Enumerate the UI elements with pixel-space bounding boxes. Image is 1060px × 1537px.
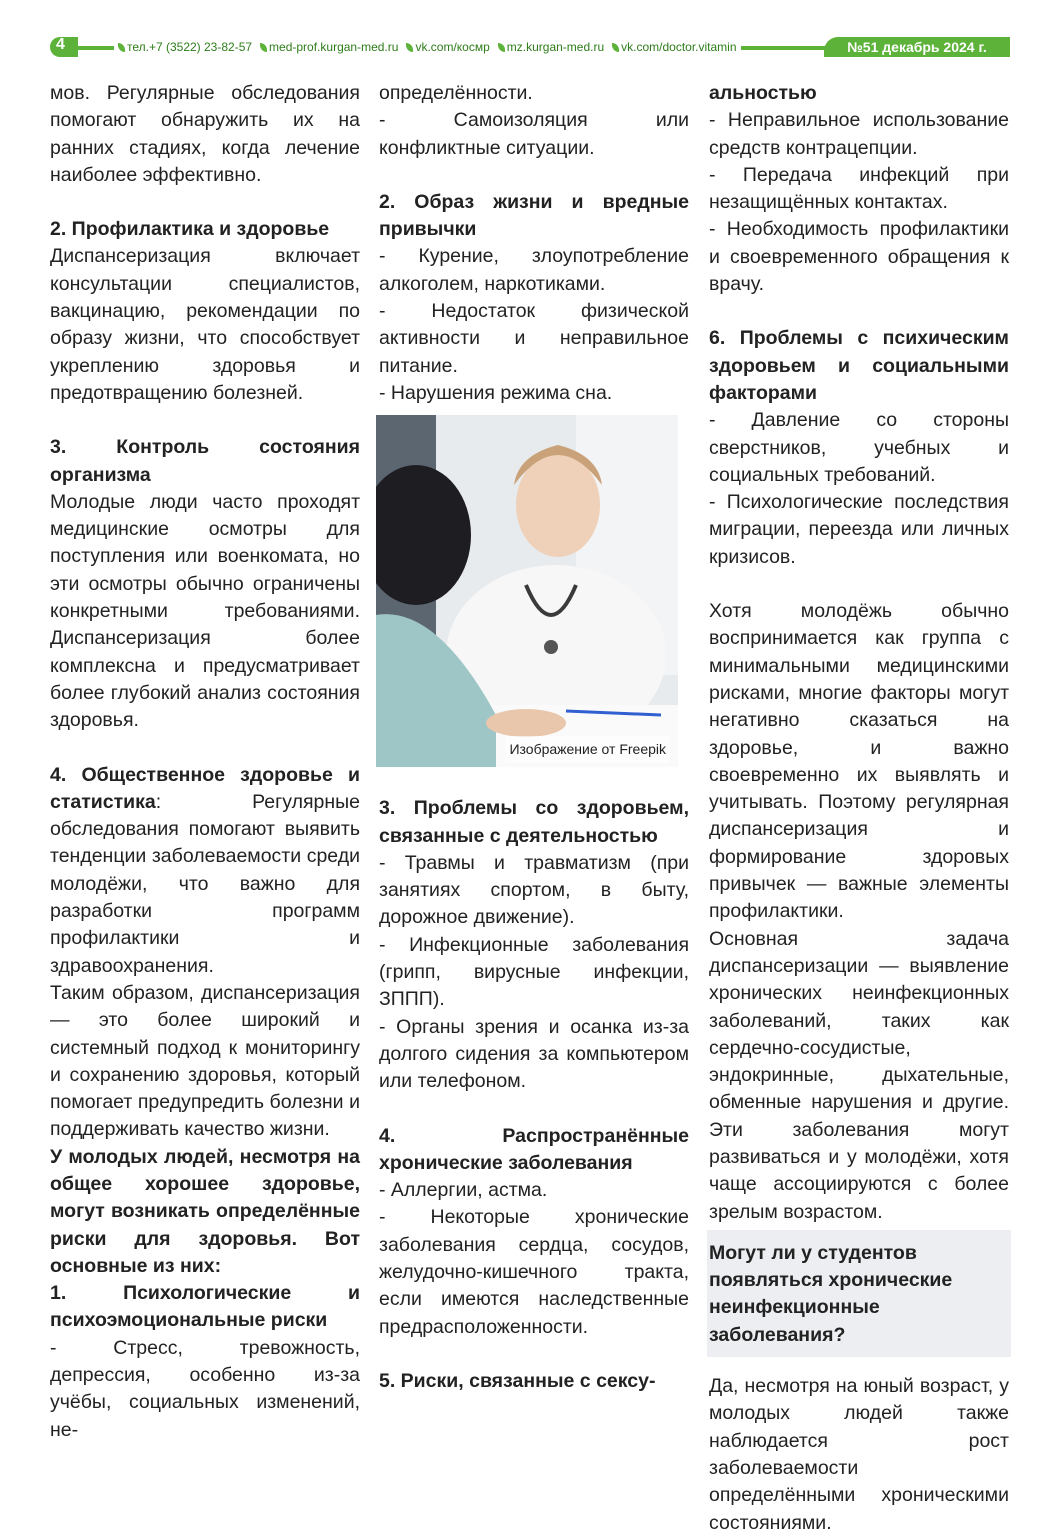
section-heading: 4. Распространённые хронические заболевания — [379, 1124, 689, 1174]
list-item: определённости. — [379, 82, 533, 104]
bold-intro: У молодых людей, несмотря на общее хорошее здоровье, могут возникать определённые риски для здоровья. Вот основные из них: — [50, 1145, 360, 1277]
section-heading: 5. Риски, связанные с сексу- — [379, 1369, 656, 1392]
list-item: - Инфекционные заболевания (грипп, вирусные инфекции, ЗППП). — [379, 933, 689, 1011]
list-item: - Травмы и травматизм (при занятиях спортом, в быту, дорожное движение). — [379, 851, 689, 929]
list-item: - Психологические последствия миграции, переезда или личных кризисов. — [709, 491, 1009, 568]
page-header — [50, 37, 1010, 57]
leaf-icon — [406, 43, 413, 52]
section-heading: альностью — [709, 82, 817, 104]
contact-vk-doctor[interactable]: vk.com/doctor.vitamin — [612, 40, 736, 54]
question-box — [707, 1230, 1011, 1357]
leaf-icon — [118, 43, 125, 52]
leaf-icon — [612, 43, 619, 52]
section-heading: 3. Проблемы со здоровьем, связанные с деятельностью — [379, 797, 689, 847]
column-3 — [709, 80, 1009, 1537]
column-1 — [50, 80, 360, 1444]
photo-illustration — [376, 415, 678, 767]
list-item: - Аллергии, астма. — [379, 1179, 548, 1202]
question-text: Могут ли у студентов появляться хронические неинфекционные заболевания? — [709, 1241, 953, 1346]
leaf-icon — [498, 43, 505, 52]
list-item: - Необходимость профилактики и своевременного обращения к врачу. — [709, 218, 1009, 296]
paragraph: 4. Общественное здоровье и статистика: Регулярные обследования помогают выявить тенденции заболеваемости среди молодёжи, что важно для разработки программ профилактики и здравоохранения. — [50, 763, 360, 977]
list-item: - Органы зрения и осанка из-за долгого сидения за компьютером или телефоном. — [379, 1015, 689, 1093]
leaf-icon — [260, 43, 267, 52]
paragraph: мов. Регулярные обследования помогают обнаружить их на ранних стадиях, когда лечение наиболее эффективно. — [50, 82, 360, 186]
list-item: - Стресс, тревожность, депрессия, особенно из-за учёбы, социальных изменений, не- — [50, 1336, 360, 1441]
section-heading: 1. Психологические и психоэмоциональные риски — [50, 1282, 360, 1332]
contact-phone: тел.+7 (3522) 23-82-57 — [118, 40, 252, 54]
doctor-consultation-photo — [376, 415, 678, 767]
list-item: - Курение, злоупотребление алкоголем, наркотиками. — [379, 245, 689, 295]
contact-vk-kosmp[interactable]: vk.com/космр — [406, 40, 489, 54]
issue-badge: №51 декабрь 2024 г. — [824, 37, 1010, 57]
paragraph: Диспансеризация включает консультации специалистов, вакцинацию, рекомендации по образу жизни, что способствует укреплению здоровья и предотвращению болезней. — [50, 245, 360, 404]
paragraph: Таким образом, диспансеризация — это более широкий и системный подход к мониторингу и сохранению здоровья, который помогает предупредить болезни и поддерживать качество жизни. — [50, 981, 360, 1141]
paragraph: Хотя молодёжь обычно воспринимается как группа с минимальными медицинскими рисками, многие факторы могут негативно сказаться на здоровье, и важно своевременно их выявлять и учитывать. Поэтому регулярная диспансеризация и формирование здоровых привычек — важные элементы профилактики. — [709, 600, 1009, 923]
list-item: - Неправильное использование средств контрацепции. — [709, 109, 1009, 159]
list-item: - Некоторые хронические заболевания сердца, сосудов, желудочно-кишечного тракта, если имеются наследственные предрасположенности. — [379, 1206, 689, 1338]
paragraph: Основная задача диспансеризации — выявление хронических неинфекционных заболеваний, таких как сердечно-сосудистые, эндокринные, дыхательные, обменные нарушения и другие. Эти заболевания могут развиваться и у молодёжи, хотя чаще ассоциируются с более зрелым возрастом. — [709, 927, 1009, 1223]
contact-mz-site[interactable]: mz.kurgan-med.ru — [498, 40, 604, 54]
list-item: - Недостаток физической активности и неправильное питание. — [379, 300, 689, 377]
section-heading: 3. Контроль состояния организма — [50, 436, 360, 486]
list-item: - Передача инфекций при незащищённых контактах. — [709, 163, 1009, 214]
paragraph: Молодые люди часто проходят медицинские осмотры для поступления или военкомата, но эти осмотры обычно ограничены конкретными требованиями. Диспансеризация более комплексна и предусматривает более глубокий анализ состояния здоровья. — [50, 490, 360, 732]
list-item: - Давление со стороны сверстников, учебных и социальных требований. — [709, 409, 1009, 486]
contact-site[interactable]: med-prof.kurgan-med.ru — [260, 40, 398, 54]
page-number: 4 — [56, 36, 65, 53]
photo-credit: Изображение от Freepik — [505, 736, 670, 763]
section-heading: 2. Профилактика и здоровье — [50, 218, 330, 241]
list-item: - Самоизоляция или конфликтные ситуации. — [379, 109, 689, 159]
list-item: - Нарушения режима сна. — [379, 381, 613, 404]
section-heading: 6. Проблемы с психическим здоровьем и социальными факторами — [709, 327, 1009, 404]
section-heading: 2. Образ жизни и вредные привычки — [379, 190, 689, 241]
column-2 — [379, 80, 689, 1395]
paragraph: Да, несмотря на юный возраст, у молодых людей также наблюдается рост заболеваемости определёнными хроническими состояниями. — [709, 1375, 1009, 1534]
inline-heading: 4. Общественное здоровье и статистика — [50, 763, 360, 813]
header-contacts — [114, 38, 741, 56]
